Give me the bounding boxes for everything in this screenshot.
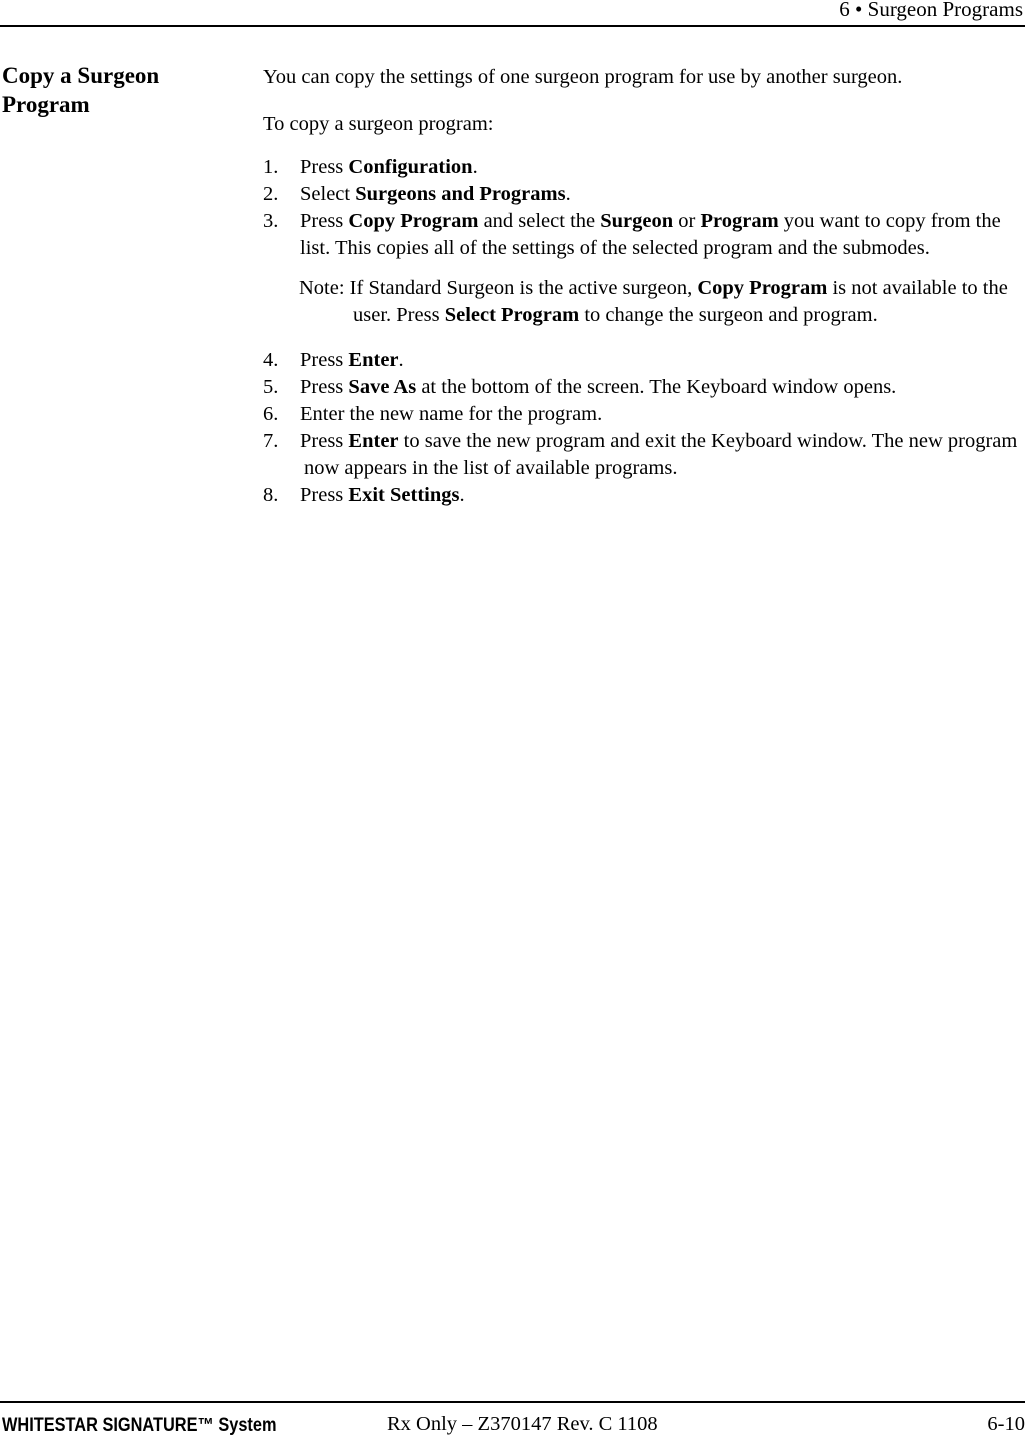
steps-list [263, 154, 1023, 509]
step-text: at the bottom of the screen. The Keyboard window opens. [416, 376, 897, 398]
step-7 [263, 428, 1023, 482]
running-header: 6 • Surgeon Programs [839, 0, 1023, 21]
note-text: Note: If Standard Surgeon is the active surgeon, [299, 277, 698, 299]
step-text: . [472, 156, 478, 178]
ui-term: Enter [348, 430, 399, 452]
step-text: to save the new program and exit the Keyboard window. The new program now appears in the list of available programs. [304, 430, 1018, 479]
step-number: 7. [263, 430, 279, 452]
step-number: 4. [263, 349, 279, 371]
step-text: Press [300, 349, 349, 371]
step-text: Press [300, 156, 349, 178]
intro-paragraph: You can copy the settings of one surgeon program for use by another surgeon. [263, 66, 903, 88]
ui-term: Enter [348, 349, 399, 371]
step-4 [263, 347, 1023, 374]
step-text: Press [300, 430, 349, 452]
ui-term: Surgeons and Programs [355, 183, 566, 205]
header-rule [0, 25, 1025, 27]
step-8 [263, 482, 1023, 509]
step-text: . [459, 484, 465, 506]
step-text: . [398, 349, 404, 371]
step-text: Enter the new name for the program. [300, 403, 603, 425]
step-3 [263, 208, 1023, 262]
footer-document-id: Rx Only – Z370147 Rev. C 1108 [387, 1413, 658, 1435]
ui-term: Copy Program [697, 277, 828, 299]
section-title: Copy a Surgeon Program [2, 63, 160, 117]
ui-term: Select Program [444, 304, 580, 326]
step-text: Select [300, 183, 356, 205]
lead-paragraph: To copy a surgeon program: [263, 113, 494, 135]
step-5 [263, 374, 1023, 401]
footer-rule [0, 1401, 1025, 1403]
step-number: 8. [263, 484, 279, 506]
step-text: and select the [478, 210, 601, 232]
step-number: 1. [263, 156, 279, 178]
step-2 [263, 181, 1023, 208]
note [299, 275, 1023, 329]
step-number: 2. [263, 183, 279, 205]
footer-brand: WHITESTAR SIGNATURE™ System [2, 1415, 277, 1436]
ui-term: Copy Program [348, 210, 479, 232]
ui-term: Program [700, 210, 779, 232]
step-1 [263, 154, 1023, 181]
step-number: 3. [263, 210, 279, 232]
step-number: 5. [263, 376, 279, 398]
step-number: 6. [263, 403, 279, 425]
note-text: to change the surgeon and program. [579, 304, 878, 326]
step-text: Press [300, 376, 349, 398]
ui-term: Surgeon [600, 210, 674, 232]
ui-term: Configuration [348, 156, 473, 178]
step-text: . [565, 183, 571, 205]
step-6 [263, 401, 1023, 428]
ui-term: Exit Settings [348, 484, 460, 506]
ui-term: Save As [348, 376, 417, 398]
step-text: Press [300, 484, 349, 506]
step-text: you want to copy from the list. This copies all of the settings of the selected program and the submodes. [300, 210, 1001, 259]
page-number: 6-10 [987, 1413, 1025, 1435]
step-text: Press [300, 210, 349, 232]
step-text: or [673, 210, 701, 232]
note-text: is not available to the user. Press [353, 277, 1008, 326]
